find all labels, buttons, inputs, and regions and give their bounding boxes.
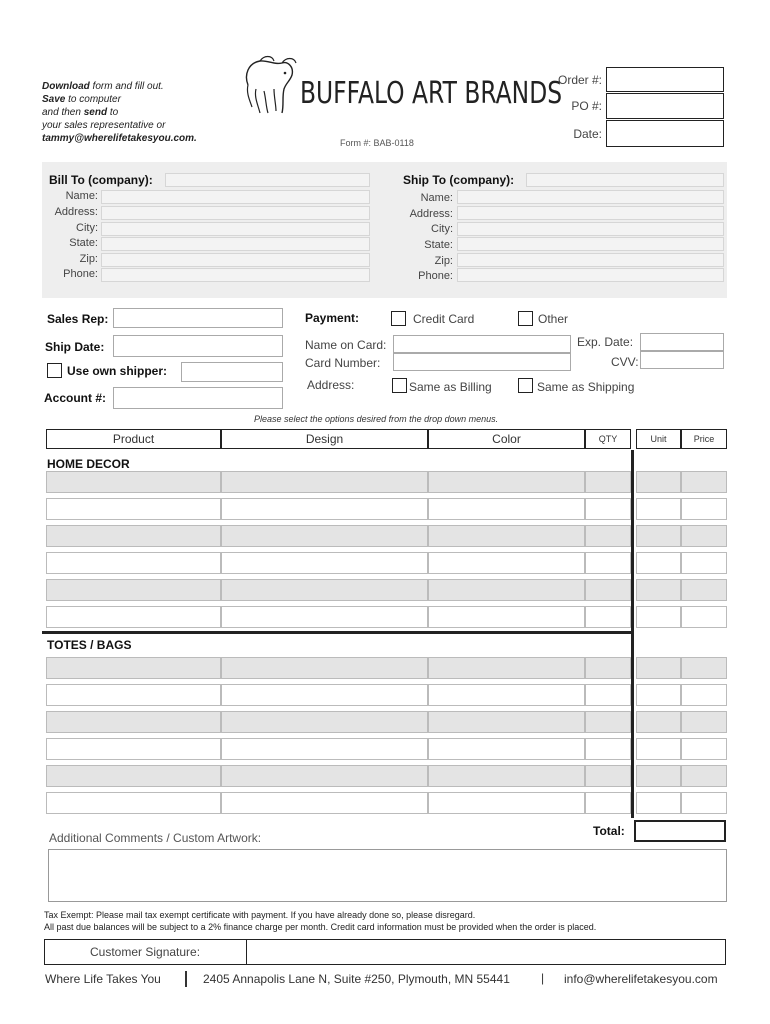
bill-state-field[interactable] xyxy=(101,237,370,251)
home-decor-color-cell[interactable] xyxy=(428,498,585,520)
contact-email: tammy@wherelifetakesyou.com. xyxy=(42,133,197,144)
account-field[interactable] xyxy=(113,387,283,409)
bill-city-label: City: xyxy=(76,222,98,234)
ship-date-label: Ship Date: xyxy=(45,340,105,354)
bill-name-label: Name: xyxy=(65,190,98,202)
totes-bags-price-cell[interactable] xyxy=(681,765,727,787)
footer-divider-1 xyxy=(185,971,187,987)
totes-bags-product-cell[interactable] xyxy=(46,792,221,814)
ship-state-label: State: xyxy=(424,239,453,251)
send-word: send xyxy=(83,107,108,118)
bill-to-title: Bill To (company): xyxy=(49,173,153,187)
totes-bags-unit-cell[interactable] xyxy=(636,711,681,733)
ship-city-label: City: xyxy=(431,223,453,235)
ship-address-field[interactable] xyxy=(457,206,724,220)
ship-zip-label: Zip: xyxy=(434,255,453,267)
card-number-field[interactable] xyxy=(393,353,571,371)
totes-bags-color-cell[interactable] xyxy=(428,711,585,733)
home-decor-qty-cell[interactable] xyxy=(585,579,631,601)
ship-name-field[interactable] xyxy=(457,190,724,204)
dropdown-note: Please select the options desired from the drop down menus. xyxy=(254,414,499,424)
totes-bags-qty-cell[interactable] xyxy=(585,792,631,814)
bill-to-company-field[interactable] xyxy=(165,173,370,187)
ship-state-field[interactable] xyxy=(457,237,724,251)
totes-bags-design-cell[interactable] xyxy=(221,711,428,733)
signature-label: Customer Signature: xyxy=(90,945,201,959)
totes-bags-design-cell[interactable] xyxy=(221,792,428,814)
sales-rep-label: Sales Rep: xyxy=(47,312,109,326)
account-label: Account #: xyxy=(44,391,107,405)
totes-bags-price-cell[interactable] xyxy=(681,684,727,706)
bill-zip-field[interactable] xyxy=(101,253,370,267)
cvv-field[interactable] xyxy=(640,351,724,369)
totes-bags-price-cell[interactable] xyxy=(681,711,727,733)
home-decor-design-cell[interactable] xyxy=(221,525,428,547)
use-own-shipper-checkbox[interactable] xyxy=(47,363,62,378)
home-decor-color-cell[interactable] xyxy=(428,579,585,601)
payment-label: Payment: xyxy=(305,311,360,325)
totes-bags-color-cell[interactable] xyxy=(428,765,585,787)
totes-bags-product-cell[interactable] xyxy=(46,684,221,706)
totes-bags-qty-cell[interactable] xyxy=(585,765,631,787)
header-qty: QTY xyxy=(585,429,631,449)
name-on-card-field[interactable] xyxy=(393,335,571,353)
bill-zip-label: Zip: xyxy=(79,253,98,265)
footer-company: Where Life Takes You xyxy=(45,972,161,986)
totes-bags-color-cell[interactable] xyxy=(428,738,585,760)
totes-bags-price-cell[interactable] xyxy=(681,792,727,814)
card-number-label: Card Number: xyxy=(305,356,381,370)
total-field[interactable] xyxy=(634,820,726,842)
totes-bags-design-cell[interactable] xyxy=(221,657,428,679)
home-decor-product-cell[interactable] xyxy=(46,471,221,493)
home-decor-price-cell[interactable] xyxy=(681,525,727,547)
brand-name: BUFFALO ART BRANDS xyxy=(300,76,563,111)
section-totes-bags: TOTES / BAGS xyxy=(47,638,132,652)
bill-address-field[interactable] xyxy=(101,206,370,220)
same-as-billing-label: Same as Billing xyxy=(409,380,492,394)
exp-date-field[interactable] xyxy=(640,333,724,351)
home-decor-price-cell[interactable] xyxy=(681,498,727,520)
header-product: Product xyxy=(46,429,221,449)
bill-name-field[interactable] xyxy=(101,190,370,204)
sales-rep-field[interactable] xyxy=(113,308,283,328)
payment-address-label: Address: xyxy=(307,378,355,392)
buffalo-logo-icon xyxy=(240,55,300,117)
ship-to-company-field[interactable] xyxy=(526,173,724,187)
po-number-label: PO #: xyxy=(571,99,602,113)
totes-bags-product-cell[interactable] xyxy=(46,711,221,733)
totes-bags-qty-cell[interactable] xyxy=(585,657,631,679)
cvv-label: CVV: xyxy=(611,355,639,369)
home-decor-color-cell[interactable] xyxy=(428,525,585,547)
po-number-field[interactable] xyxy=(606,93,724,119)
totes-bags-color-cell[interactable] xyxy=(428,657,585,679)
footer-email: info@wherelifetakesyou.com xyxy=(564,972,718,986)
home-decor-qty-cell[interactable] xyxy=(585,498,631,520)
ship-zip-field[interactable] xyxy=(457,253,724,267)
header-color: Color xyxy=(428,429,585,449)
home-decor-unit-cell[interactable] xyxy=(636,525,681,547)
same-as-shipping-checkbox[interactable] xyxy=(518,378,533,393)
form-number: Form #: BAB-0118 xyxy=(340,138,414,148)
home-decor-color-cell[interactable] xyxy=(428,552,585,574)
home-decor-product-cell[interactable] xyxy=(46,498,221,520)
download-word: Download xyxy=(42,81,90,92)
save-word: Save xyxy=(42,94,66,105)
home-decor-color-cell[interactable] xyxy=(428,606,585,628)
home-decor-unit-cell[interactable] xyxy=(636,498,681,520)
bill-city-field[interactable] xyxy=(101,222,370,236)
section-home-decor: HOME DECOR xyxy=(47,457,130,471)
home-decor-price-cell[interactable] xyxy=(681,552,727,574)
other-label: Other xyxy=(538,312,569,326)
home-decor-qty-cell[interactable] xyxy=(585,525,631,547)
home-decor-design-cell[interactable] xyxy=(221,498,428,520)
date-field[interactable] xyxy=(606,120,724,147)
ship-to-title: Ship To (company): xyxy=(403,173,515,187)
signature-field[interactable] xyxy=(248,941,724,963)
total-label: Total: xyxy=(593,824,625,838)
date-label: Date: xyxy=(573,127,602,141)
home-decor-price-cell[interactable] xyxy=(681,579,727,601)
name-on-card-label: Name on Card: xyxy=(305,338,387,352)
totes-bags-product-cell[interactable] xyxy=(46,738,221,760)
home-decor-product-cell[interactable] xyxy=(46,525,221,547)
ship-phone-field[interactable] xyxy=(457,268,724,282)
instructions-line3: to xyxy=(107,107,119,118)
home-decor-product-cell[interactable] xyxy=(46,579,221,601)
use-own-shipper-label: Use own shipper: xyxy=(67,364,168,378)
home-decor-product-cell[interactable] xyxy=(46,552,221,574)
comments-field[interactable] xyxy=(48,849,727,902)
footer-separator: | xyxy=(541,971,545,985)
totes-bags-unit-cell[interactable] xyxy=(636,684,681,706)
footer-address: 2405 Annapolis Lane N, Suite #250, Plymouth, MN 55441 xyxy=(203,972,510,986)
home-decor-product-cell[interactable] xyxy=(46,606,221,628)
home-decor-unit-cell[interactable] xyxy=(636,579,681,601)
ship-name-label: Name: xyxy=(420,192,453,204)
comments-label: Additional Comments / Custom Artwork: xyxy=(49,831,262,845)
home-decor-price-cell[interactable] xyxy=(681,606,727,628)
exp-date-label: Exp. Date: xyxy=(577,335,634,349)
totes-bags-unit-cell[interactable] xyxy=(636,738,681,760)
totes-bags-price-cell[interactable] xyxy=(681,738,727,760)
instructions-line1: form and fill out. xyxy=(89,81,164,92)
ship-phone-label: Phone: xyxy=(418,270,453,282)
home-decor-unit-cell[interactable] xyxy=(636,606,681,628)
ship-date-field[interactable] xyxy=(113,335,283,357)
totes-bags-design-cell[interactable] xyxy=(221,765,428,787)
same-as-shipping-label: Same as Shipping xyxy=(537,380,635,394)
header-design: Design xyxy=(221,429,428,449)
instructions-line3-pre: and then xyxy=(42,107,84,118)
instructions xyxy=(42,80,242,145)
totes-bags-qty-cell[interactable] xyxy=(585,738,631,760)
home-decor-unit-cell[interactable] xyxy=(636,471,681,493)
price-column-divider xyxy=(631,450,634,818)
totes-bags-design-cell[interactable] xyxy=(221,684,428,706)
order-number-label: Order #: xyxy=(557,73,602,87)
header-unit: Unit xyxy=(636,429,681,449)
home-decor-qty-cell[interactable] xyxy=(585,471,631,493)
totes-bags-unit-cell[interactable] xyxy=(636,792,681,814)
bill-state-label: State: xyxy=(69,237,98,249)
order-number-field[interactable] xyxy=(606,67,724,92)
totes-bags-price-cell[interactable] xyxy=(681,657,727,679)
tax-note-line2: All past due balances will be subject to a 2% finance charge per month. Credit card information must be provided when the order is placed. xyxy=(44,922,597,932)
ship-city-field[interactable] xyxy=(457,222,724,236)
instructions-line4: your sales representative or xyxy=(42,120,166,131)
credit-card-checkbox[interactable] xyxy=(391,311,406,326)
totes-bags-unit-cell[interactable] xyxy=(636,765,681,787)
totes-bags-product-cell[interactable] xyxy=(46,765,221,787)
totes-bags-qty-cell[interactable] xyxy=(585,711,631,733)
totes-bags-design-cell[interactable] xyxy=(221,738,428,760)
home-decor-design-cell[interactable] xyxy=(221,606,428,628)
header-price: Price xyxy=(681,429,727,449)
bill-address-label: Address: xyxy=(54,206,98,218)
home-decor-design-cell[interactable] xyxy=(221,552,428,574)
instructions-line2: to computer xyxy=(65,94,121,105)
home-decor-unit-cell[interactable] xyxy=(636,552,681,574)
ship-address-label: Address: xyxy=(409,208,453,220)
section-divider xyxy=(42,631,634,634)
totes-bags-unit-cell[interactable] xyxy=(636,657,681,679)
totes-bags-color-cell[interactable] xyxy=(428,792,585,814)
home-decor-design-cell[interactable] xyxy=(221,579,428,601)
home-decor-price-cell[interactable] xyxy=(681,471,727,493)
other-checkbox[interactable] xyxy=(518,311,533,326)
tax-note xyxy=(44,909,596,933)
credit-card-label: Credit Card xyxy=(413,312,475,326)
home-decor-design-cell[interactable] xyxy=(221,471,428,493)
same-as-billing-checkbox[interactable] xyxy=(392,378,407,393)
bill-phone-field[interactable] xyxy=(101,268,370,282)
tax-note-line1: Tax Exempt: Please mail tax exempt certificate with payment. If you have already done so, please disregard. xyxy=(44,910,476,920)
shipper-field[interactable] xyxy=(181,362,283,382)
home-decor-color-cell[interactable] xyxy=(428,471,585,493)
totes-bags-product-cell[interactable] xyxy=(46,657,221,679)
signature-divider xyxy=(246,939,247,965)
home-decor-qty-cell[interactable] xyxy=(585,552,631,574)
totes-bags-color-cell[interactable] xyxy=(428,684,585,706)
totes-bags-qty-cell[interactable] xyxy=(585,684,631,706)
home-decor-qty-cell[interactable] xyxy=(585,606,631,628)
bill-phone-label: Phone: xyxy=(63,268,98,280)
